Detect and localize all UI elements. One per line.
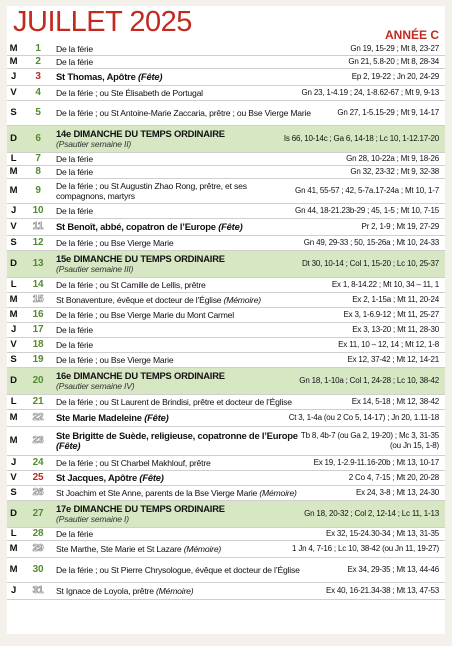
day-number: 27 (32, 508, 44, 519)
weekday-letter: M (9, 294, 18, 305)
celebration (56, 458, 311, 468)
day-number: 26 (32, 487, 44, 498)
celebration-text: De la férie ; ou Bse Vierge Marie (56, 238, 174, 248)
celebration (56, 154, 343, 164)
weekday-letter: S (10, 487, 17, 498)
day-row (7, 323, 445, 338)
reading-line: Ex 19, 1-2.9-11.16-20b ; Mt 13, 10-17 (313, 458, 439, 467)
day-number: 22 (32, 412, 44, 423)
psalter-week: (Psautier semaine III) (56, 264, 134, 274)
day-row (7, 236, 445, 251)
day-row (7, 395, 445, 410)
reading-line: Gn 27, 1-5.15-29 ; Mt 9, 14-17 (337, 108, 439, 117)
celebration-text: De la férie (56, 529, 93, 539)
readings (343, 154, 445, 164)
celebration-name (56, 397, 349, 407)
weekday-letter: M (9, 185, 18, 196)
feast-rank: (Fête) (56, 440, 81, 451)
celebration-text: De la férie ; ou St Antoine-Marie Zaccaria, prêtre ; ou Bse Vierge Marie (56, 108, 311, 118)
day-number: 17 (32, 324, 44, 335)
day-number: 18 (32, 339, 44, 350)
calendar-header (7, 6, 445, 43)
weekday-letter: S (10, 354, 17, 365)
celebration-name (56, 238, 301, 248)
reading-line: Gn 28, 10-22a ; Mt 9, 18-26 (346, 154, 439, 163)
day-number: 29 (32, 543, 44, 554)
psalter-week: (Psautier semaine II) (56, 139, 132, 149)
psalter-week: (Psautier semaine IV) (56, 381, 135, 391)
reading-line: Ep 2, 19-22 ; Jn 20, 24-29 (351, 72, 439, 81)
day-number: 2 (35, 56, 41, 67)
celebration-text: Ste Marie Madeleine (56, 413, 142, 423)
celebration-text: St Ignace de Loyola, prêtre (56, 586, 154, 596)
day-row (7, 410, 445, 427)
day-row (7, 427, 445, 456)
memorial-rank: (Mémoire) (183, 544, 222, 554)
reading-line: Gn 19, 15-29 ; Mt 8, 23-27 (350, 44, 439, 53)
day-row (7, 293, 445, 308)
celebration (56, 371, 296, 391)
celebration-name (56, 371, 296, 381)
reading-line: 2 Co 4, 7-15 ; Mt 20, 20-28 (348, 473, 439, 482)
reading-line: Gn 18, 20-32 ; Col 2, 12-14 ; Lc 11, 1-13 (304, 509, 439, 518)
day-row (7, 558, 445, 583)
celebration-name (56, 431, 298, 451)
celebration (56, 206, 292, 216)
readings (299, 88, 445, 98)
celebration-name (56, 88, 299, 98)
day-row (7, 204, 445, 219)
celebration-text: De la férie (56, 57, 93, 67)
weekday-letter: D (10, 375, 17, 386)
celebration (56, 544, 289, 554)
day-number: 15 (32, 294, 44, 305)
day-row (7, 541, 445, 558)
reading-line: (ou Jn 15, 1-8) (389, 441, 439, 450)
weekday-letter: V (10, 221, 17, 232)
day-row (7, 528, 445, 541)
readings (349, 397, 445, 407)
weekday-letter: L (10, 396, 17, 407)
day-number: 13 (32, 258, 44, 269)
celebration-name (56, 254, 299, 264)
reading-line: Ex 40, 16-21.34-38 ; Mt 13, 47-53 (325, 586, 439, 595)
celebration-name (56, 325, 349, 335)
weekday-letter: D (10, 508, 17, 519)
reading-line: Is 66, 10-14c ; Ga 6, 14-18 ; Lc 10, 1-12.17-20 (283, 134, 439, 143)
celebration-text: Ste Marthe, Ste Marie et St Lazare (56, 544, 182, 554)
weekday-letter: M (9, 412, 18, 423)
celebration-name (56, 280, 329, 290)
reading-line: Gn 32, 23-32 ; Mt 9, 32-38 (350, 167, 439, 176)
celebration-name (56, 295, 349, 305)
readings (349, 325, 445, 335)
reading-line: Ex 32, 15-24.30-34 ; Mt 13, 31-35 (325, 529, 439, 538)
reading-line: Ex 1, 8-14.22 ; Mt 10, 34 – 11, 1 (331, 280, 439, 289)
celebration (56, 565, 344, 575)
celebration-text: Ste Brigitte de Suède, religieuse, copatronne de l’Europe (56, 431, 298, 441)
memorial-rank: (Mémoire) (259, 488, 297, 498)
weekday-letter: J (10, 71, 17, 82)
feast-rank: (Fête) (139, 473, 164, 483)
day-number: 12 (32, 237, 44, 248)
readings (335, 340, 445, 350)
day-number: 23 (32, 435, 44, 446)
celebration (56, 488, 353, 498)
readings (359, 222, 445, 232)
day-number: 31 (32, 585, 44, 596)
weekday-letter: J (10, 205, 17, 216)
reading-line: Ex 14, 5-18 ; Mt 12, 38-42 (351, 397, 439, 406)
celebration (56, 340, 335, 350)
readings (301, 509, 445, 519)
weekday-letter: J (10, 585, 17, 596)
reading-line: Ex 3, 1-6.9-12 ; Mt 11, 25-27 (343, 310, 439, 319)
readings (296, 376, 445, 386)
day-number: 24 (32, 457, 44, 468)
weekday-letter: V (10, 339, 17, 350)
day-row (7, 219, 445, 236)
celebration (56, 88, 299, 98)
celebration (56, 473, 346, 483)
readings (346, 473, 445, 483)
celebration-name (56, 504, 301, 514)
weekday-letter: D (10, 258, 17, 269)
day-row (7, 126, 445, 153)
day-row (7, 368, 445, 395)
day-row (7, 583, 445, 600)
celebration-text: De la férie ; ou St Camille de Lellis, prêtre (56, 280, 206, 290)
day-row (7, 101, 445, 126)
celebration-name (56, 310, 341, 320)
celebration-text: De la férie (56, 167, 93, 177)
reading-line: Ex 24, 3-8 ; Mt 13, 24-30 (355, 488, 439, 497)
celebration-text: De la férie ; ou Bse Vierge Marie (56, 355, 174, 365)
reading-line: Ex 11, 10 – 12, 14 ; Mt 12, 1-8 (338, 340, 439, 349)
readings (344, 565, 445, 575)
celebration (56, 325, 349, 335)
weekday-letter: M (9, 309, 18, 320)
day-number: 30 (32, 564, 44, 575)
readings (349, 72, 445, 82)
day-number: 11 (32, 221, 44, 232)
readings (349, 295, 445, 305)
celebration-name (56, 206, 292, 216)
celebration (56, 397, 349, 407)
celebration-name (56, 340, 335, 350)
weekday-letter: M (9, 564, 18, 575)
celebration-name (56, 181, 292, 201)
day-number: 10 (32, 205, 44, 216)
reading-line: Gn 49, 29-33 ; 50, 15-26a ; Mt 10, 24-33 (303, 238, 439, 247)
celebration-text: De la férie (56, 340, 93, 350)
reading-line: 1 Jn 4, 7-16 ; Lc 10, 38-42 (ou Jn 11, 19-27) (292, 544, 439, 553)
day-row (7, 251, 445, 278)
celebration-name (56, 355, 344, 365)
weekday-letter: L (10, 279, 17, 290)
day-number: 8 (35, 166, 41, 177)
weekday-letter: S (10, 107, 17, 118)
celebration (56, 310, 341, 320)
day-number: 20 (32, 375, 44, 386)
celebration-name (56, 544, 289, 554)
celebration-name (56, 44, 347, 54)
celebration (56, 44, 347, 54)
celebration-text: De la férie ; ou Bse Vierge Marie du Mont Carmel (56, 310, 234, 320)
celebration-text: De la férie ; ou St Laurent de Brindisi, prêtre et docteur de l’Église (56, 397, 292, 407)
celebration-text: De la férie ; ou St Charbel Makhlouf, prêtre (56, 458, 211, 468)
readings (347, 167, 445, 177)
celebration-text: 15e DIMANCHE DU TEMPS ORDINAIRE (56, 254, 225, 264)
readings (281, 134, 445, 144)
celebration-text: St Bonaventure, évêque et docteur de l’Église (56, 295, 222, 305)
day-list (7, 43, 445, 600)
readings (292, 206, 445, 216)
readings (347, 44, 445, 54)
memorial-rank: (Mémoire) (156, 586, 194, 596)
day-row (7, 471, 445, 486)
reading-line: Gn 44, 18-21.23b-29 ; 45, 1-5 ; Mt 10, 7-15 (295, 206, 439, 215)
celebration (56, 238, 301, 248)
day-number: 28 (32, 528, 44, 539)
weekday-letter: V (10, 87, 17, 98)
day-number: 14 (32, 279, 44, 290)
readings (292, 186, 445, 196)
reading-line: Ex 2, 1-15a ; Mt 11, 20-24 (352, 295, 439, 304)
day-number: 9 (35, 185, 41, 196)
celebration-name (56, 222, 359, 232)
day-row (7, 501, 445, 528)
celebration (56, 254, 299, 274)
reading-line: Ex 3, 13-20 ; Mt 11, 28-30 (352, 325, 439, 334)
weekday-letter: D (10, 133, 17, 144)
weekday-letter: L (10, 153, 17, 164)
celebration-text: St Benoît, abbé, copatron de l’Europe (56, 222, 216, 232)
reading-line: Dt 30, 10-14 ; Col 1, 15-20 ; Lc 10, 25-37 (301, 259, 439, 268)
celebration-name (56, 154, 343, 164)
weekday-letter: L (10, 528, 17, 539)
celebration-name (56, 108, 334, 118)
feast-rank: (Fête) (144, 413, 169, 423)
day-row (7, 56, 445, 69)
readings (299, 259, 445, 269)
reading-line: Ex 34, 29-35 ; Mt 13, 44-46 (347, 565, 439, 574)
readings (298, 431, 445, 451)
readings (286, 413, 445, 423)
memorial-rank: (Mémoire) (223, 295, 261, 305)
weekday-letter: V (10, 472, 17, 483)
day-row (7, 338, 445, 353)
day-number: 16 (32, 309, 44, 320)
celebration (56, 167, 347, 177)
readings (353, 488, 445, 498)
celebration-text: St Joachim et Ste Anne, parents de la Bse Vierge Marie (56, 488, 258, 498)
weekday-letter: M (9, 543, 18, 554)
readings (344, 355, 445, 365)
celebration (56, 586, 323, 596)
day-row (7, 456, 445, 471)
weekday-letter: M (9, 435, 18, 446)
celebration (56, 431, 298, 451)
reading-line: Gn 18, 1-10a ; Col 1, 24-28 ; Lc 10, 38-42 (299, 376, 439, 385)
celebration-text: 14e DIMANCHE DU TEMPS ORDINAIRE (56, 129, 225, 139)
celebration (56, 222, 359, 232)
readings (345, 57, 445, 67)
weekday-letter: J (10, 457, 17, 468)
celebration-text: De la férie (56, 325, 93, 335)
celebration (56, 181, 292, 201)
celebration-text: De la férie (56, 154, 93, 164)
readings (311, 458, 445, 468)
day-number: 19 (32, 354, 44, 365)
celebration-text: De la férie (56, 44, 93, 54)
celebration-name (56, 488, 353, 498)
reading-line: Ex 12, 37-42 ; Mt 12, 14-21 (347, 355, 439, 364)
celebration (56, 413, 286, 423)
celebration-name (56, 529, 323, 539)
day-number: 1 (35, 43, 41, 54)
celebration (56, 72, 349, 82)
celebration (56, 280, 329, 290)
reading-line: Tb 8, 4b-7 (ou Ga 2, 19-20) ; Mc 3, 31-35 (300, 431, 439, 440)
day-row (7, 308, 445, 323)
celebration-text: 17e DIMANCHE DU TEMPS ORDINAIRE (56, 504, 225, 514)
weekday-letter: M (9, 43, 18, 54)
celebration-name (56, 57, 345, 67)
reading-line: Gn 41, 55-57 ; 42, 5-7a.17-24a ; Mt 10, 1-7 (295, 186, 439, 195)
celebration-text: De la férie (56, 206, 93, 216)
celebration-name (56, 586, 323, 596)
day-number: 21 (32, 396, 44, 407)
celebration (56, 355, 344, 365)
celebration (56, 129, 281, 149)
celebration (56, 57, 345, 67)
day-number: 6 (35, 133, 41, 144)
celebration-name (56, 458, 311, 468)
psalter-week: (Psautier semaine I) (56, 514, 129, 524)
day-number: 3 (35, 71, 41, 82)
weekday-letter: S (10, 237, 17, 248)
readings (323, 529, 445, 539)
day-number: 4 (35, 87, 41, 98)
feast-rank: (Fête) (138, 72, 163, 82)
celebration (56, 108, 334, 118)
day-row (7, 69, 445, 86)
day-row (7, 166, 445, 179)
celebration-name (56, 473, 346, 483)
reading-line: Gn 23, 1-4.19 ; 24, 1-8.62-67 ; Mt 9, 9-13 (301, 88, 439, 97)
celebration-name (56, 167, 347, 177)
celebration-text: De la férie ; ou St Augustin Zhao Rong, prêtre, et ses compagnons, martyrs (56, 181, 247, 201)
calendar-page (7, 6, 445, 634)
day-row (7, 278, 445, 293)
feast-rank: (Fête) (218, 222, 243, 232)
celebration-text: St Thomas, Apôtre (56, 72, 136, 82)
celebration (56, 504, 301, 524)
celebration-name (56, 72, 349, 82)
readings (323, 586, 445, 596)
weekday-letter: M (9, 166, 18, 177)
day-number: 25 (32, 472, 44, 483)
weekday-letter: J (10, 324, 17, 335)
day-number: 7 (35, 153, 41, 164)
celebration-name (56, 413, 286, 423)
day-row (7, 486, 445, 501)
day-row (7, 86, 445, 101)
reading-line: Gn 21, 5.8-20 ; Mt 8, 28-34 (348, 57, 439, 66)
reading-line: Ct 3, 1-4a (ou 2 Co 5, 14-17) ; Jn 20, 1.11-18 (288, 413, 439, 422)
celebration-name (56, 129, 281, 139)
celebration (56, 529, 323, 539)
celebration-name (56, 565, 344, 575)
celebration-text: De la férie ; ou Ste Élisabeth de Portugal (56, 88, 203, 98)
readings (289, 544, 445, 554)
celebration (56, 295, 349, 305)
month-title: JUILLET 2025 (13, 6, 192, 38)
day-row (7, 153, 445, 166)
weekday-letter: M (9, 56, 18, 67)
liturgical-year-label: ANNÉE C (384, 28, 439, 42)
readings (334, 108, 445, 118)
day-number: 5 (35, 107, 41, 118)
readings (341, 310, 445, 320)
celebration-text: St Jacques, Apôtre (56, 473, 137, 483)
readings (329, 280, 445, 290)
readings (301, 238, 445, 248)
day-row (7, 353, 445, 368)
celebration-text: 16e DIMANCHE DU TEMPS ORDINAIRE (56, 371, 225, 381)
day-row (7, 179, 445, 204)
celebration-text: De la férie ; ou St Pierre Chrysologue, évêque et docteur de l’Église (56, 565, 300, 575)
reading-line: Pr 2, 1-9 ; Mt 19, 27-29 (361, 222, 439, 231)
day-row (7, 43, 445, 56)
